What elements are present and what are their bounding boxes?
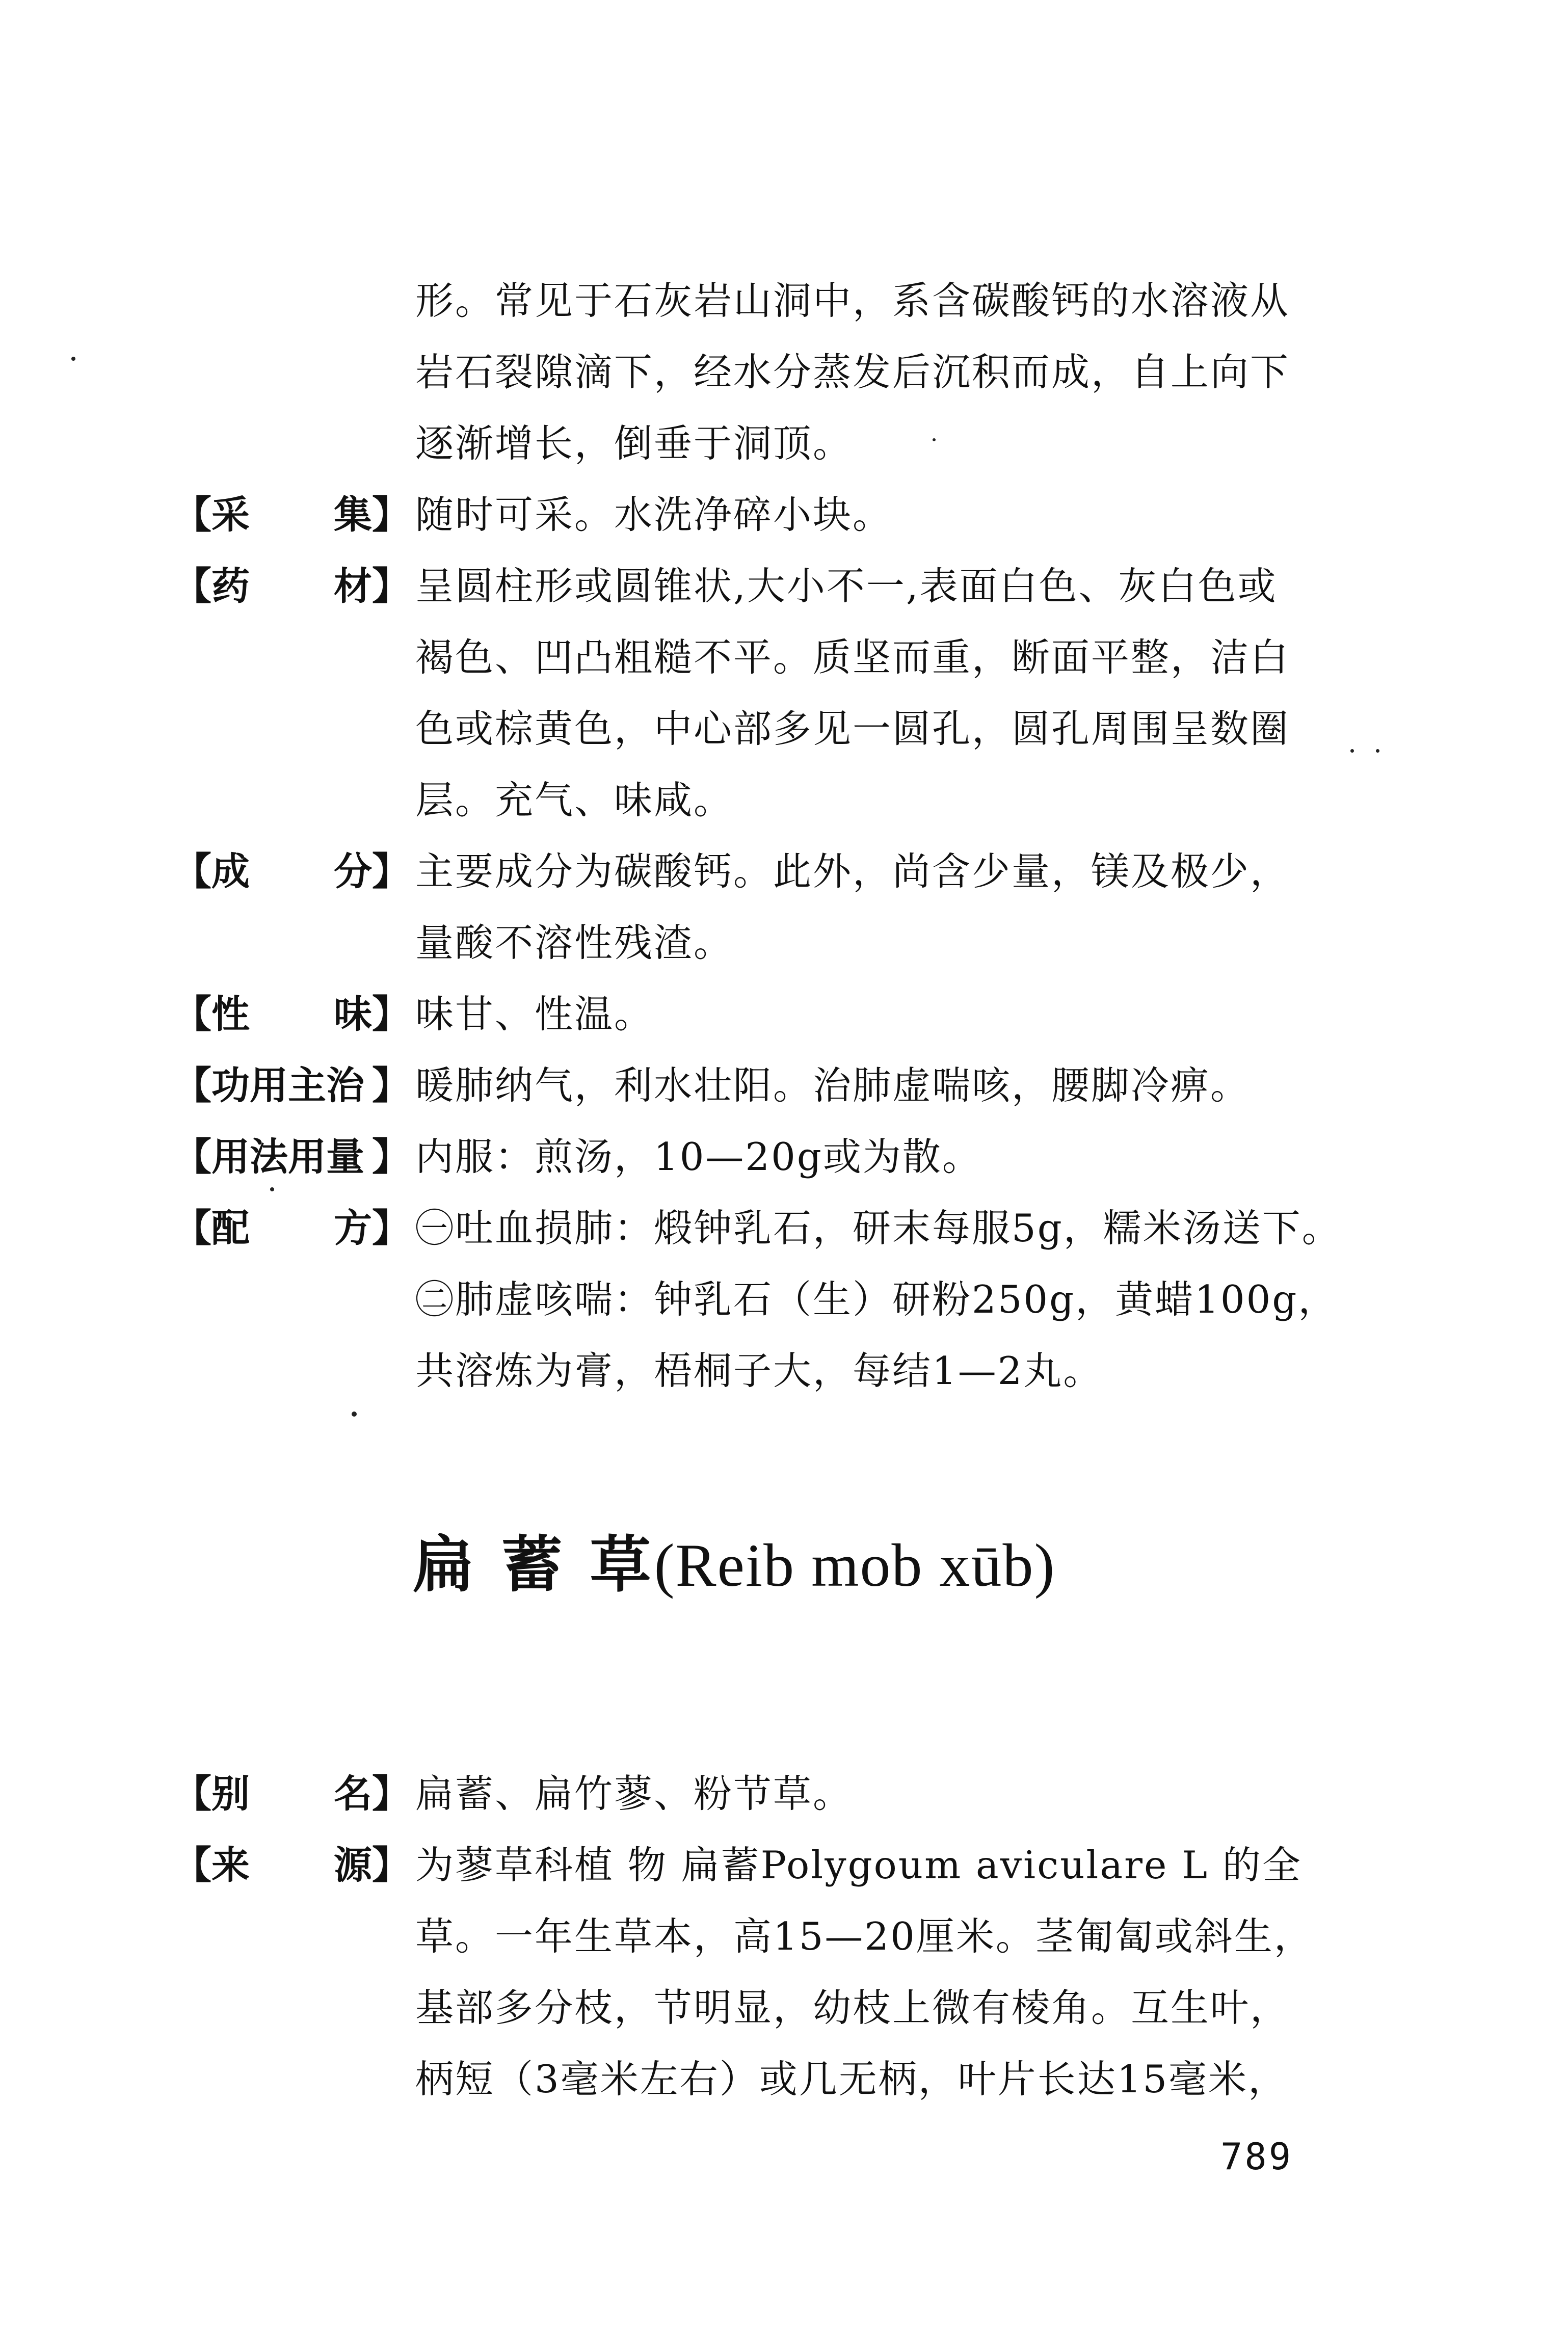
bracket-close: 】 xyxy=(371,1063,410,1108)
bracket-open: 【 xyxy=(173,1206,212,1250)
entry-label-text: 药 xyxy=(211,564,250,608)
text-line: 主要成分为碳酸钙。此外，尚含少量，镁及极少， xyxy=(415,849,1290,894)
entry-row xyxy=(173,550,1406,836)
entry-label-text: 名 xyxy=(333,1771,372,1816)
entry-label xyxy=(173,1829,415,2115)
entry-label-text: 性 xyxy=(211,992,250,1036)
text-line: 层。充气、味咸。 xyxy=(415,778,734,822)
scan-speck xyxy=(933,438,936,441)
entry-label-text: 采 xyxy=(211,492,250,537)
bracket-close: 】 xyxy=(371,492,410,537)
text-line: 逐渐增长，倒垂于洞顶。 xyxy=(415,421,853,466)
bracket-close: 】 xyxy=(371,1206,410,1250)
entry-row xyxy=(173,836,1406,978)
text-line: 量酸不溶性残渣。 xyxy=(415,920,734,965)
text-line: 共溶炼为膏，梧桐子大，每结1—2丸。 xyxy=(415,1348,1103,1393)
entry-label-text: 方 xyxy=(333,1206,372,1250)
continuation-text xyxy=(173,265,1406,479)
entry-label xyxy=(173,1758,415,1829)
entry-label xyxy=(173,1121,415,1192)
bracket-close: 】 xyxy=(371,1843,410,1887)
text-line: 扁蓄、扁竹蓼、粉节草。 xyxy=(415,1771,853,1816)
entry-row xyxy=(173,1050,1406,1121)
text-line: 随时可采。水洗净碎小块。 xyxy=(415,492,893,537)
text-line: 柄短（3毫米左右）或几无柄，叶片长达15毫米， xyxy=(415,2057,1288,2101)
entry-content xyxy=(415,978,1406,1050)
entry-content xyxy=(415,1758,1406,1829)
bracket-open: 【 xyxy=(173,1063,212,1108)
entry-row xyxy=(173,1121,1406,1192)
entry-label-text: 源 xyxy=(333,1843,372,1887)
entry-label xyxy=(173,1192,415,1406)
scan-speck xyxy=(270,1187,274,1191)
bracket-close: 】 xyxy=(371,992,410,1036)
bracket-open: 【 xyxy=(173,492,212,537)
entry-content xyxy=(415,1192,1406,1406)
entry-label-text: 材 xyxy=(333,564,372,608)
text-line: 内服：煎汤，10—20g或为散。 xyxy=(415,1134,982,1179)
entry-label xyxy=(173,836,415,978)
herb-title-chinese: 扁 蓄 草 xyxy=(413,1529,654,1601)
entry-row xyxy=(173,1192,1406,1406)
scan-speck xyxy=(1350,749,1354,753)
text-line: 基部多分枝，节明显，幼枝上微有棱角。互生叶， xyxy=(415,1985,1290,2030)
text-line: ㊁肺虚咳喘：钟乳石（生）研粉250g，黄蜡100g， xyxy=(415,1277,1338,1322)
scan-speck xyxy=(352,1412,357,1417)
entry-label xyxy=(173,550,415,836)
entry-content xyxy=(415,1829,1406,2115)
entry-label-text: 集 xyxy=(333,492,372,537)
herb-title-romanization: (Reib mob xūb) xyxy=(654,1531,1056,1599)
entry-label-text: 分 xyxy=(333,849,372,894)
bracket-open: 【 xyxy=(173,564,212,608)
scan-speck xyxy=(1376,749,1379,753)
entry-row xyxy=(173,479,1406,550)
entry-label-text: 配 xyxy=(211,1206,250,1250)
entry-label xyxy=(173,479,415,550)
text-line: 味甘、性温。 xyxy=(415,992,654,1036)
text-line: ㊀吐血损肺：煅钟乳石，研末每服5g，糯米汤送下。 xyxy=(415,1206,1342,1250)
bracket-close: 】 xyxy=(371,564,410,608)
entry-row xyxy=(173,1829,1406,2115)
entry-label xyxy=(173,1050,415,1121)
entry-label-text: 用法用量 xyxy=(211,1134,365,1179)
text-line: 形。常见于石灰岩山洞中，系含碳酸钙的水溶液从 xyxy=(415,278,1290,323)
page-number: 789 xyxy=(1220,2135,1293,2178)
text-line: 呈圆柱形或圆锥状,大小不一,表面白色、灰白色或 xyxy=(415,564,1278,608)
entry-content xyxy=(415,1050,1406,1121)
entry-content xyxy=(415,479,1406,550)
entry-label-text: 成 xyxy=(211,849,250,894)
entry-row xyxy=(173,1758,1406,1829)
bracket-close: 】 xyxy=(371,1134,410,1179)
entry-content xyxy=(415,1121,1406,1192)
bracket-close: 】 xyxy=(371,1771,410,1816)
bracket-open: 【 xyxy=(173,849,212,894)
entry-row xyxy=(173,978,1406,1050)
bracket-close: 】 xyxy=(371,849,410,894)
text-line: 暖肺纳气，利水壮阳。治肺虚喘咳，腰脚冷痹。 xyxy=(415,1063,1251,1108)
text-line: 褐色、凹凸粗糙不平。质坚而重，断面平整，洁白 xyxy=(415,635,1290,680)
text-line: 为蓼草科植 物 扁蓄Polygoum aviculare L 的全 xyxy=(415,1843,1302,1887)
text-line: 色或棕黄色，中心部多见一圆孔，圆孔周围呈数圈 xyxy=(415,706,1290,751)
entry-content xyxy=(415,836,1406,978)
herb-title xyxy=(413,1516,1055,1604)
entry-content xyxy=(415,550,1406,836)
entry-label-text: 别 xyxy=(211,1771,250,1816)
entry-label-text: 功用主治 xyxy=(211,1063,365,1108)
entry-label-text: 来 xyxy=(211,1843,250,1887)
entries-section-2 xyxy=(173,1758,1406,2115)
entry-label xyxy=(173,978,415,1050)
scan-speck xyxy=(71,357,75,361)
text-line: 岩石裂隙滴下，经水分蒸发后沉积而成，自上向下 xyxy=(415,350,1290,394)
entry-label-text: 味 xyxy=(333,992,372,1036)
entries-section-1 xyxy=(173,479,1406,1406)
bracket-open: 【 xyxy=(173,992,212,1036)
bracket-open: 【 xyxy=(173,1771,212,1816)
bracket-open: 【 xyxy=(173,1134,212,1179)
text-line: 草。一年生草本，高15—20厘米。茎匍匐或斜生， xyxy=(415,1914,1314,1959)
bracket-open: 【 xyxy=(173,1843,212,1887)
